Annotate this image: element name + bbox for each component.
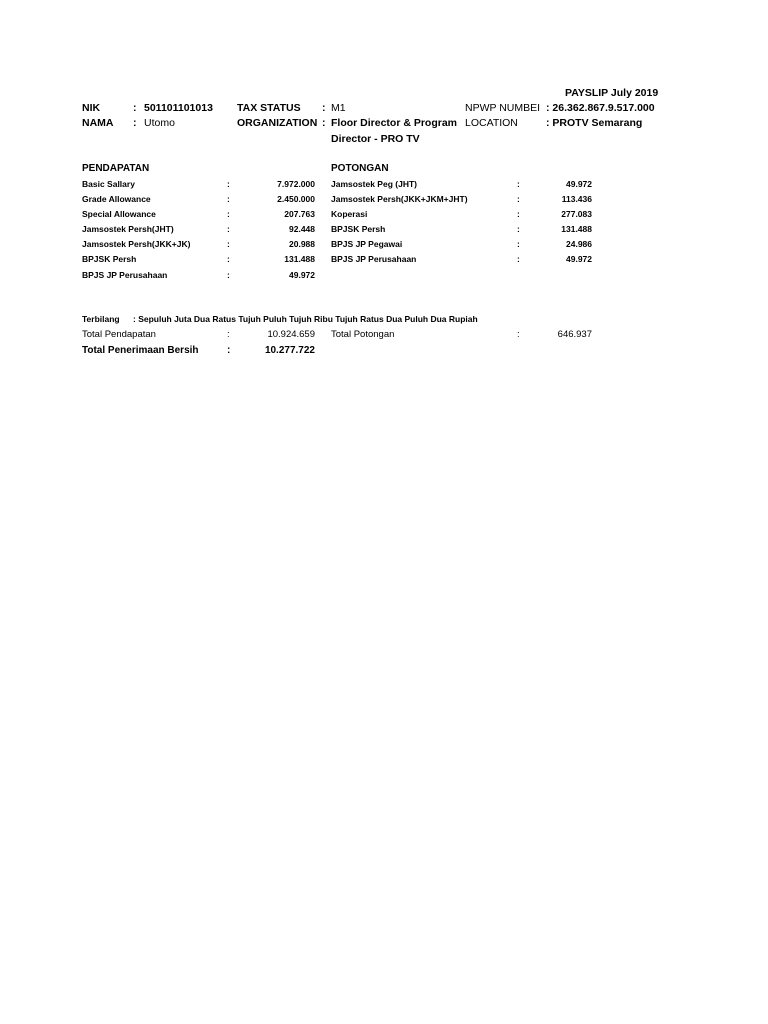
pendapatan-item-value: 207.763 — [284, 209, 315, 219]
potongan-item-sep: : — [517, 209, 520, 219]
nik-value: 501101101013 — [144, 102, 213, 114]
pendapatan-item-sep: : — [227, 224, 230, 234]
pendapatan-item-label: Jamsostek Persh(JKK+JK) — [82, 239, 191, 249]
potongan-item-label: Koperasi — [331, 209, 368, 219]
pendapatan-item-value: 2.450.000 — [277, 194, 315, 204]
pendapatan-item-value: 7.972.000 — [277, 179, 315, 189]
pendapatan-item-sep: : — [227, 179, 230, 189]
nik-label: NIK — [82, 102, 101, 114]
organization-sep: : — [322, 117, 326, 129]
total-pendapatan-sep: : — [227, 329, 230, 340]
total-bersih-label: Total Penerimaan Bersih — [82, 345, 199, 356]
potongan-item-label: Jamsostek Persh(JKK+JKM+JHT) — [331, 194, 468, 204]
terbilang-value: : Sepuluh Juta Dua Ratus Tujuh Puluh Tujuh Ribu Tujuh Ratus Dua Puluh Dua Rupiah — [133, 314, 478, 324]
potongan-item-sep: : — [517, 224, 520, 234]
nama-sep: : — [133, 117, 137, 129]
potongan-item-label: BPJSK Persh — [331, 224, 386, 234]
total-bersih-sep: : — [227, 345, 231, 356]
total-pendapatan-value: 10.924.659 — [267, 329, 315, 340]
pendapatan-item-value: 92.448 — [289, 224, 315, 234]
potongan-item-sep: : — [517, 194, 520, 204]
organization-value-line2: Director - PRO TV — [331, 133, 420, 145]
tax-status-value: M1 — [331, 102, 346, 114]
total-potongan-label: Total Potongan — [331, 329, 395, 340]
potongan-item-sep: : — [517, 254, 520, 264]
total-bersih-value: 10.277.722 — [264, 345, 315, 356]
potongan-item-label: BPJS JP Perusahaan — [331, 254, 417, 264]
terbilang-label: Terbilang — [82, 314, 120, 324]
npwp-value: : 26.362.867.9.517.000 — [546, 102, 655, 114]
potongan-item-value: 24.986 — [566, 239, 592, 249]
pendapatan-item-label: Grade Allowance — [82, 194, 151, 204]
total-pendapatan-label: Total Pendapatan — [82, 329, 156, 340]
potongan-item-value: 113.436 — [561, 194, 592, 204]
nama-value: Utomo — [144, 117, 175, 129]
location-label: LOCATION — [465, 117, 518, 129]
potongan-item-value: 49.972 — [566, 179, 592, 189]
pendapatan-item-label: BPJSK Persh — [82, 254, 137, 264]
location-value: : PROTV Semarang — [546, 117, 643, 129]
nama-label: NAMA — [82, 117, 114, 129]
pendapatan-item-value: 131.488 — [284, 254, 315, 264]
potongan-item-value: 131.488 — [561, 224, 592, 234]
potongan-item-label: Jamsostek Peg (JHT) — [331, 179, 417, 189]
potongan-item-sep: : — [517, 179, 520, 189]
pendapatan-item-value: 49.972 — [289, 270, 315, 280]
pendapatan-item-sep: : — [227, 194, 230, 204]
nik-sep: : — [133, 102, 137, 114]
pendapatan-item-sep: : — [227, 239, 230, 249]
total-potongan-value: 646.937 — [557, 329, 592, 340]
tax-status-label: TAX STATUS — [237, 102, 301, 114]
total-potongan-sep: : — [517, 329, 520, 340]
potongan-item-value: 277.083 — [561, 209, 592, 219]
potongan-item-value: 49.972 — [566, 254, 592, 264]
pendapatan-item-label: Basic Sallary — [82, 179, 135, 189]
organization-label: ORGANIZATION — [237, 117, 318, 129]
potongan-item-label: BPJS JP Pegawai — [331, 239, 403, 249]
tax-status-sep: : — [322, 102, 326, 114]
potongan-item-sep: : — [517, 239, 520, 249]
pendapatan-item-sep: : — [227, 209, 230, 219]
organization-value-line1: Floor Director & Program — [331, 117, 458, 129]
payslip-title: PAYSLIP July 2019 — [565, 87, 659, 99]
pendapatan-item-sep: : — [227, 254, 230, 264]
pendapatan-item-label: Jamsostek Persh(JHT) — [82, 224, 174, 234]
pendapatan-item-label: BPJS JP Perusahaan — [82, 270, 168, 280]
pendapatan-item-label: Special Allowance — [82, 209, 156, 219]
pendapatan-heading: PENDAPATAN — [82, 163, 150, 174]
pendapatan-item-sep: : — [227, 270, 230, 280]
pendapatan-item-value: 20.988 — [289, 239, 315, 249]
potongan-heading: POTONGAN — [331, 163, 389, 174]
npwp-label: NPWP NUMBEI — [465, 102, 541, 114]
